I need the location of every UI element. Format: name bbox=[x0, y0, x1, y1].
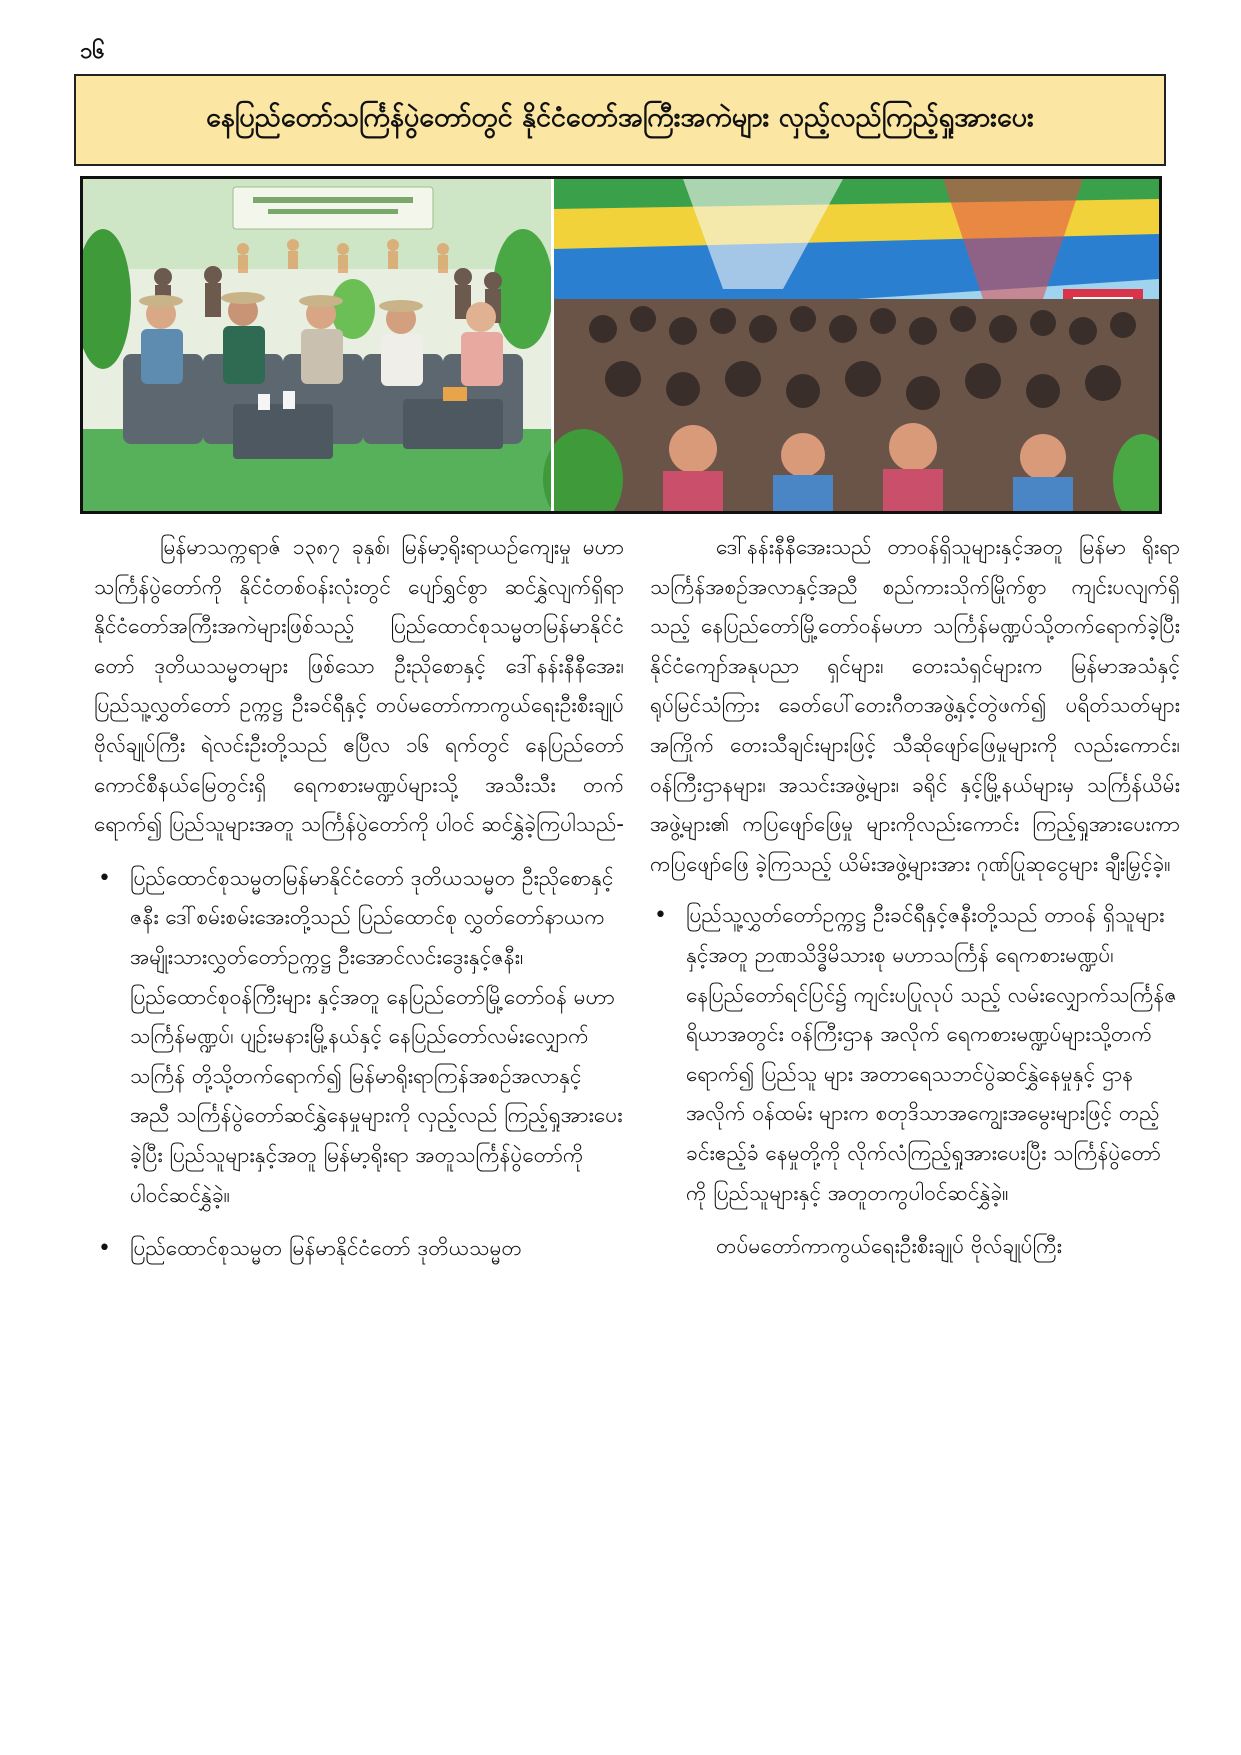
right-bullet-list bbox=[650, 896, 1180, 1213]
left-bullet-list bbox=[94, 859, 624, 1269]
photo-collage bbox=[80, 176, 1162, 514]
continuation-paragraph: ဒေါ်နန်းနီနီအေးသည် တာဝန်ရှိသူများနှင့်အတူ မြန်မာ ရိုးရာသင်္ကြန်အစဉ်အလာနှင့်အညီ စည်ကားသိုက်မြိုက်စွာ ကျင်းပလျက်ရှိသည့် နေပြည်တော်မြို့တော်ဝန်မဟာ သင်္ကြန်မဏ္ဍပ်သို့တက်ရောက်ခဲ့ပြီး နိုင်ငံကျော်အနုပညာ ရှင်များ၊ တေးသံရှင်များက မြန်မာအသံနှင့်ရုပ်မြင်သံကြား ခေတ်ပေါ်တေးဂီတအဖွဲ့နှင့်တွဲဖက်၍ ပရိတ်သတ်များ အကြိုက် တေးသီချင်းများဖြင့် သီဆိုဖျော်ဖြေမှုများကို လည်းကောင်း၊ ဝန်ကြီးဌာနများ၊ အသင်းအဖွဲ့များ၊ ခရိုင် နှင့်မြို့နယ်များမှ သင်္ကြန်ယိမ်းအဖွဲ့များ၏ ကပြဖျော်ဖြေမှု များကိုလည်းကောင်း ကြည့်ရှုအားပေးကာ ကပြဖျော်ဖြေ ခဲ့ကြသည့် ယိမ်းအဖွဲ့များအား ဂုဏ်ပြုဆုငွေများ ချီးမြှင့်ခဲ့။ bbox=[650, 535, 1180, 876]
bullet-item: • ပြည်ထောင်စုသမ္မတမြန်မာနိုင်ငံတော် ဒုတိယသမ္မတ ဦးညိုစောနှင့်ဇနီး ဒေါ်စမ်းစမ်းအေးတို့သည် ပြည်ထောင်စု လွှတ်တော်နာယက အမျိုးသားလွှတ်တော်ဥက္ကဋ္ဌ ဦးအောင်လင်းဒွေးနှင့်ဇနီး၊ ပြည်ထောင်စုဝန်ကြီးများ နှင့်အတူ နေပြည်တော်မြို့တော်ဝန် မဟာသင်္ကြန်မဏ္ဍပ်၊ ပျဉ်းမနားမြို့နယ်နှင့် နေပြည်တော်လမ်းလျှောက်သင်္ကြန် တို့သို့တက်ရောက်၍ မြန်မာရိုးရာကြန်အစဉ်အလာနှင့် အညီ သင်္ကြန်ပွဲတော်ဆင်နွှဲနေမှုများကို လှည့်လည် ကြည့်ရှုအားပေးခဲ့ပြီး ပြည်သူများနှင့်အတူ မြန်မာ့ရိုးရာ အတူသင်္ကြန်ပွဲတော်ကို ပါဝင်ဆင်နွှဲခဲ့။ bbox=[94, 859, 624, 1215]
photo-officials-seated bbox=[83, 179, 553, 511]
photo-festival-crowd bbox=[543, 179, 1159, 511]
closing-paragraph: တပ်မတော်ကာကွယ်ရေးဦးစီးချုပ် ဗိုလ်ချုပ်ကြီး bbox=[716, 1234, 1062, 1259]
event-photos bbox=[83, 179, 1159, 511]
article-title-box bbox=[74, 74, 1166, 166]
article-title: နေပြည်တော်သင်္ကြန်ပွဲတော်တွင် နိုင်ငံတော်အကြီးအကဲများ လှည့်လည်ကြည့်ရှုအားပေး bbox=[206, 102, 1034, 133]
intro-paragraph: မြန်မာသက္ကရာဇ် ၁၃၈၇ ခုနှစ်၊ မြန်မာ့ရိုးရာယဉ်ကျေးမှု မဟာသင်္ကြန်ပွဲတော်ကို နိုင်ငံတစ်ဝန်းလုံးတွင် ပျော်ရွှင်စွာ ဆင်နွှဲလျက်ရှိရာ နိုင်ငံတော်အကြီးအကဲများဖြစ်သည့် ပြည်ထောင်စုသမ္မတမြန်မာနိုင်ငံတော် ဒုတိယသမ္မတများ ဖြစ်သော ဦးညိုစောနှင့် ဒေါ်နန်းနီနီအေး၊ ပြည်သူ့လွှတ်တော် ဥက္ကဋ္ဌ ဦးခင်ရီနှင့် တပ်မတော်ကာကွယ်ရေးဦးစီးချုပ် ဗိုလ်ချုပ်ကြီး ရဲလင်းဦးတို့သည် ဧပြီလ ၁၆ ရက်တွင် နေပြည်တော် ကောင်စီနယ်မြေတွင်းရှိ ရေကစားမဏ္ဍပ်များသို့ အသီးသီး တက်ရောက်၍ ပြည်သူများအတူ သင်္ကြန်ပွဲတော်ကို ပါဝင် ဆင်နွှဲခဲ့ကြပါသည်- bbox=[94, 535, 624, 837]
page-number: ၁၆ bbox=[80, 39, 105, 64]
left-column bbox=[94, 528, 624, 1283]
right-column bbox=[650, 528, 1180, 1267]
photo-divider bbox=[551, 179, 554, 511]
bullet-item: • ပြည်ထောင်စုသမ္မတ မြန်မာနိုင်ငံတော် ဒုတိယသမ္မတ bbox=[94, 1229, 624, 1269]
bullet-item: • ပြည်သူ့လွှတ်တော်ဥက္ကဋ္ဌ ဦးခင်ရီနှင့်ဇနီးတို့သည် တာဝန် ရှိသူများနှင့်အတူ ဉာဏသိဒ္ဓိမိသားစု မဟာသင်္ကြန် ရေကစားမဏ္ဍပ်၊ နေပြည်တော်ရင်ပြင်၌ ကျင်းပပြုလုပ် သည့် လမ်းလျှောက်သင်္ကြန်ဇရိယာအတွင်း ဝန်ကြီးဌာန အလိုက် ရေကစားမဏ္ဍပ်များသို့တက်ရောက်၍ ပြည်သူ များ အတာရေသဘင်ပွဲဆင်နွှဲနေမှုနှင့် ဌာနအလိုက် ဝန်ထမ်း များက စတုဒိသာအကျွေးအမွေးများဖြင့် တည့်ခင်းဧည့်ခံ နေမှုတို့ကို လိုက်လံကြည့်ရှုအားပေးပြီး သင်္ကြန်ပွဲတော်ကို ပြည်သူများနှင့် အတူတကွပါဝင်ဆင်နွှဲခဲ့။ bbox=[650, 896, 1180, 1213]
